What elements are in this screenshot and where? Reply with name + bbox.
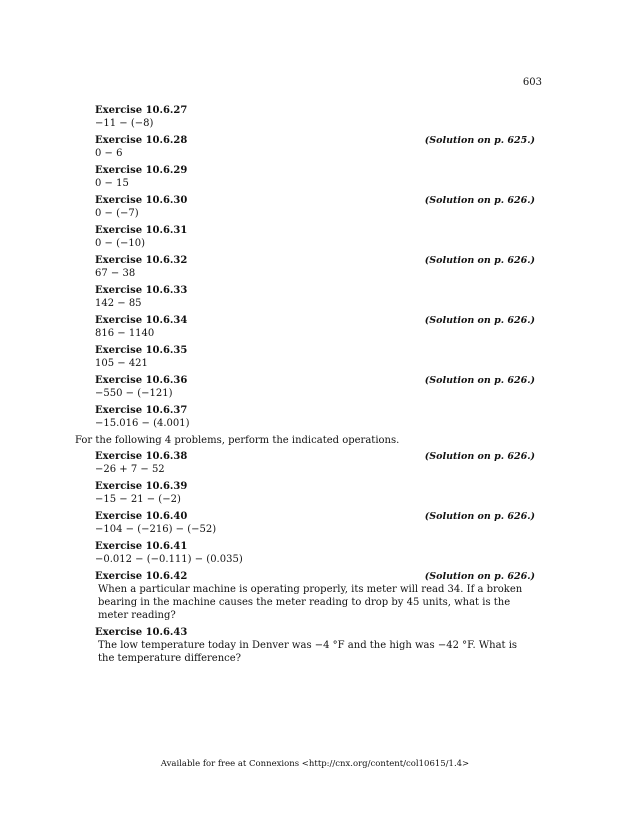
exercise-title: Exercise 10.6.27 [95,105,188,116]
solution-link[interactable]: (Solution on p. 626.) [424,571,535,582]
exercise-title: Exercise 10.6.35 [95,345,188,356]
exercise-problem: When a particular machine is operating properly, its meter will read 34. If a broken bearing in the machine causes the meter reading to drop by 45 units, what is the meter reading? [98,584,523,621]
footer-text: Available for free at Connexions <http://cnx.org/content/col10615/1.4> [160,759,470,769]
solution-link[interactable]: (Solution on p. 626.) [424,511,535,522]
exercise-header [95,224,535,237]
exercise-title: Exercise 10.6.34 [95,315,188,326]
exercise-problem: 67 − 38 [95,268,136,279]
solution-link[interactable]: (Solution on p. 626.) [424,195,535,206]
exercise-header [95,626,535,639]
exercise-item [95,224,535,250]
exercise-problem: 142 − 85 [95,298,142,309]
exercise-title: Exercise 10.6.43 [95,627,188,638]
exercise-item [95,284,535,310]
exercise-item [95,344,535,370]
exercise-item [95,450,535,476]
exercise-problem: 105 − 421 [95,358,148,369]
exercise-header [95,374,535,387]
exercise-problem: 0 − (−10) [95,238,146,249]
solution-link[interactable]: (Solution on p. 626.) [424,375,535,386]
exercise-problem: −550 − (−121) [95,388,173,399]
exercise-header [95,164,535,177]
exercise-problem: −11 − (−8) [95,118,154,129]
exercise-problem: 0 − (−7) [95,208,139,219]
exercise-problem: 816 − 1140 [95,328,155,339]
exercise-title: Exercise 10.6.41 [95,541,188,552]
exercise-problem: The low temperature today in Denver was −4 °F and the high was −42 °F. What is the temperature difference? [98,640,518,664]
exercise-item [95,626,535,665]
exercise-problem: −26 + 7 − 52 [95,464,165,475]
exercise-item [95,510,535,536]
exercise-title: Exercise 10.6.39 [95,481,188,492]
exercise-list-1 [75,104,535,430]
solution-link[interactable]: (Solution on p. 625.) [424,135,535,146]
exercise-title: Exercise 10.6.32 [95,255,188,266]
exercise-header [95,570,535,583]
exercise-item [95,104,535,130]
exercise-problem: −15.016 − (4.001) [95,418,190,429]
page-number: 603 [522,77,542,88]
exercise-title: Exercise 10.6.29 [95,165,188,176]
exercise-item [95,164,535,190]
exercise-header [95,450,535,463]
exercise-title: Exercise 10.6.31 [95,225,188,236]
exercise-header [95,314,535,327]
exercise-problem: −0.012 − (−0.111) − (0.035) [95,554,243,565]
exercise-title: Exercise 10.6.28 [95,135,188,146]
exercise-item [95,570,535,622]
exercise-header [95,194,535,207]
exercise-header [95,284,535,297]
exercise-title: Exercise 10.6.42 [95,571,188,582]
exercise-item [95,314,535,340]
exercise-header [95,404,535,417]
exercise-header [95,510,535,523]
exercise-item [95,374,535,400]
solution-link[interactable]: (Solution on p. 626.) [424,255,535,266]
solution-link[interactable]: (Solution on p. 626.) [424,315,535,326]
exercise-title: Exercise 10.6.38 [95,451,188,462]
solution-link[interactable]: (Solution on p. 626.) [424,451,535,462]
exercise-header [95,344,535,357]
exercise-problem: 0 − 6 [95,148,123,159]
exercise-problem: 0 − 15 [95,178,129,189]
exercise-title: Exercise 10.6.36 [95,375,188,386]
exercise-title: Exercise 10.6.30 [95,195,188,206]
exercise-title: Exercise 10.6.33 [95,285,188,296]
exercise-problem: −15 − 21 − (−2) [95,494,181,505]
exercise-content [75,104,535,669]
exercise-item [95,404,535,430]
exercise-item [95,194,535,220]
exercise-item [95,134,535,160]
exercise-header [95,480,535,493]
exercise-header [95,104,535,117]
exercise-header [95,134,535,147]
exercise-header [95,254,535,267]
exercise-title: Exercise 10.6.40 [95,511,188,522]
exercise-header [95,540,535,553]
exercise-problem: −104 − (−216) − (−52) [95,524,217,535]
exercise-item [95,254,535,280]
exercise-list-2 [75,450,535,665]
exercise-item [95,480,535,506]
exercise-item [95,540,535,566]
instruction-text: For the following 4 problems, perform the indicated operations. [75,435,400,446]
exercise-title: Exercise 10.6.37 [95,405,188,416]
